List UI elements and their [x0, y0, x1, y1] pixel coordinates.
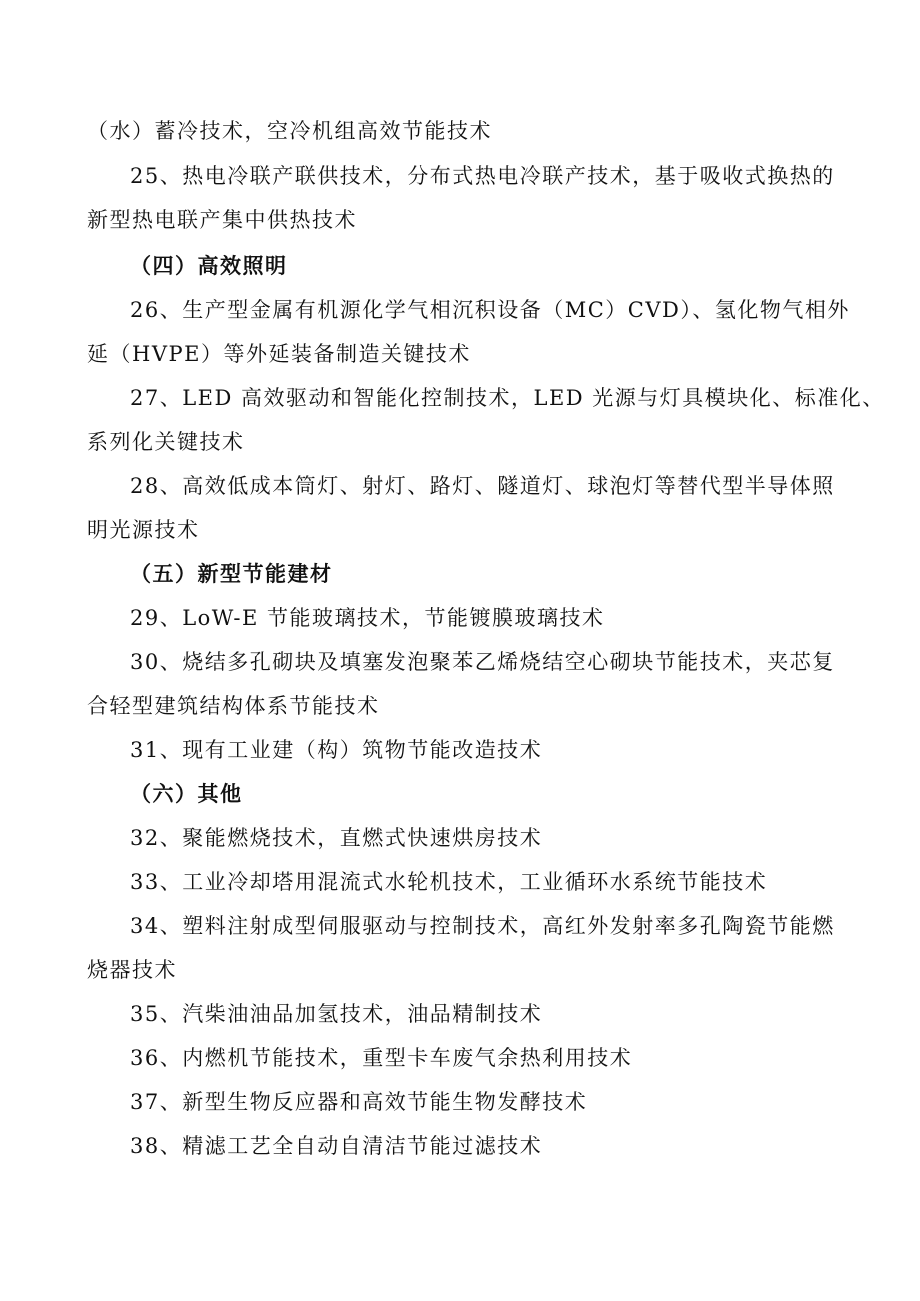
- item-28-line-1: 28、高效低成本筒灯、射灯、路灯、隧道灯、球泡灯等替代型半导体照: [130, 474, 835, 498]
- item-38: 38、精滤工艺全自动自清洁节能过滤技术: [130, 1134, 543, 1158]
- section-heading-building-materials: （五）新型节能建材: [130, 561, 333, 586]
- item-31: 31、现有工业建（构）筑物节能改造技术: [130, 738, 543, 762]
- item-25-line-1: 25、热电冷联产联供技术，分布式热电冷联产技术，基于吸收式换热的: [130, 164, 835, 188]
- section-heading-other: （六）其他: [130, 781, 243, 806]
- item-34-line-2: 烧器技术: [87, 958, 177, 982]
- item-34-line-1: 34、塑料注射成型伺服驱动与控制技术，高红外发射率多孔陶瓷节能燃: [130, 914, 835, 938]
- item-37: 37、新型生物反应器和高效节能生物发酵技术: [130, 1090, 588, 1114]
- item-27-line-2: 系列化关键技术: [87, 430, 245, 454]
- text-line-1: （水）蓄冷技术，空冷机组高效节能技术: [87, 119, 492, 143]
- item-28-line-2: 明光源技术: [87, 518, 200, 542]
- item-35: 35、汽柴油油品加氢技术，油品精制技术: [130, 1002, 543, 1026]
- item-30-line-1: 30、烧结多孔砌块及填塞发泡聚苯乙烯烧结空心砌块节能技术，夹芯复: [130, 650, 835, 674]
- item-30-line-2: 合轻型建筑结构体系节能技术: [87, 694, 380, 718]
- item-26-line-1: 26、生产型金属有机源化学气相沉积设备（MC）CVD）、氢化物气相外: [130, 298, 850, 322]
- section-heading-lighting: （四）高效照明: [130, 253, 288, 278]
- item-33: 33、工业冷却塔用混流式水轮机技术，工业循环水系统节能技术: [130, 870, 768, 894]
- item-26-line-2: 延（HVPE）等外延装备制造关键技术: [87, 342, 471, 366]
- item-32: 32、聚能燃烧技术，直燃式快速烘房技术: [130, 826, 543, 850]
- item-27-line-1: 27、LED 高效驱动和智能化控制技术，LED 光源与灯具模块化、标准化、: [130, 386, 885, 410]
- item-29: 29、LoW-E 节能玻璃技术，节能镀膜玻璃技术: [130, 606, 605, 630]
- item-25-line-2: 新型热电联产集中供热技术: [87, 208, 357, 232]
- item-36: 36、内燃机节能技术，重型卡车废气余热利用技术: [130, 1046, 633, 1070]
